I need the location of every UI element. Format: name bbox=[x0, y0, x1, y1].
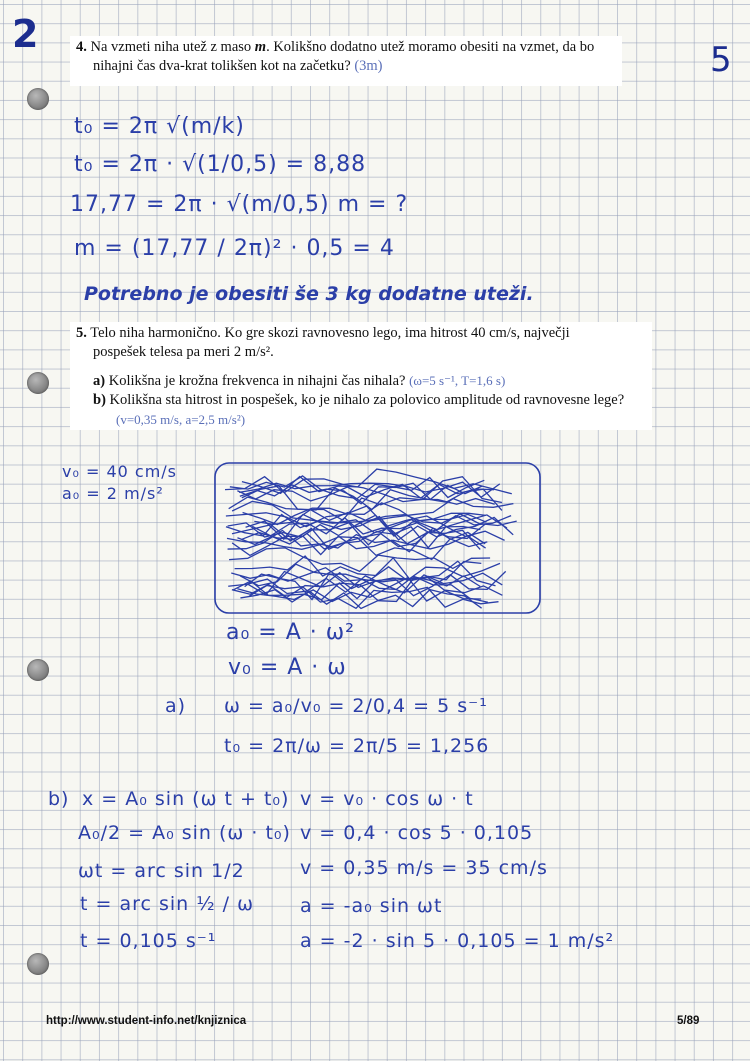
problem-4-text-1-rest: . Kolikšno dodatno utež moramo obesiti na vzmet, da bo bbox=[266, 39, 595, 55]
sol5-b-label: b) bbox=[48, 788, 70, 810]
scribble-stroke bbox=[240, 563, 500, 588]
page-number-right: 5 bbox=[710, 40, 732, 80]
mass-symbol: m bbox=[254, 39, 267, 55]
problem-5-text-2: pospešek telesa pa meri 2 m/s². bbox=[93, 344, 274, 360]
problem-4-answer-hint: (3m) bbox=[354, 58, 383, 74]
sol5-b-right-3: v = 0,35 m/s = 35 cm/s bbox=[300, 857, 548, 879]
sol5-a-omega: ω = a₀/v₀ = 2/0,4 = 5 s⁻¹ bbox=[224, 695, 488, 717]
sol5-b-right-1: v = v₀ · cos ω · t bbox=[300, 788, 474, 810]
footer-page: 5/89 bbox=[677, 1015, 700, 1027]
sol5-given-v: v₀ = 40 cm/s bbox=[62, 462, 178, 481]
page-number-left: 2 bbox=[12, 12, 39, 56]
problem-5-text-1: Telo niha harmonično. Ko gre skozi ravnovesno lego, ima hitrost 40 cm/s, največji bbox=[90, 325, 570, 341]
sol5-b-left-1: x = A₀ sin (ω t + t₀) bbox=[82, 788, 290, 810]
sol4-conclusion: Potrebno je obesiti še 3 kg dodatne uteži. bbox=[84, 283, 534, 305]
part-a-label: a) bbox=[93, 373, 106, 389]
sol5-b-right-2: v = 0,4 · cos 5 · 0,105 bbox=[300, 822, 534, 844]
problem-4-text-1: Na vzmeti niha utež z maso bbox=[90, 39, 252, 55]
part-a-text: Kolikšna je krožna frekvenca in nihajni čas nihala? bbox=[108, 373, 406, 389]
part-b-text: Kolikšna sta hitrost in pospešek, ko je nihalo za polovico amplitude od ravnovesne lege? bbox=[109, 392, 625, 408]
part-b-hint: (v=0,35 m/s, a=2,5 m/s²) bbox=[116, 412, 246, 427]
problem-4-number: 4. bbox=[76, 39, 87, 55]
sol5-given-a: a₀ = 2 m/s² bbox=[62, 484, 164, 503]
sol5-b-left-3: ωt = arc sin 1/2 bbox=[78, 860, 245, 882]
footer-url: http://www.student-info.net/knjiznica bbox=[46, 1015, 247, 1027]
sol5-eq1: a₀ = A · ω² bbox=[226, 620, 355, 645]
part-b-label: b) bbox=[93, 392, 106, 408]
sol5-b-right-5: a = -2 · sin 5 · 0,105 = 1 m/s² bbox=[300, 930, 615, 952]
sol5-a-period: t₀ = 2π/ω = 2π/5 = 1,256 bbox=[224, 735, 490, 757]
problem-5-number: 5. bbox=[76, 325, 87, 341]
part-a-hint: (ω=5 s⁻¹, T=1,6 s) bbox=[409, 373, 506, 388]
scribble-stroke bbox=[240, 590, 481, 609]
sol4-line-1: t₀ = 2π √(m/k) bbox=[74, 114, 245, 139]
sol5-b-left-2: A₀/2 = A₀ sin (ω · t₀) bbox=[78, 822, 291, 844]
sol5-a-label: a) bbox=[165, 695, 187, 717]
sol4-line-2: t₀ = 2π · √(1/0,5) = 8,88 bbox=[74, 152, 367, 177]
sol4-line-3: 17,77 = 2π · √(m/0,5) m = ? bbox=[70, 192, 409, 217]
sol4-line-4: m = (17,77 / 2π)² · 0,5 = 4 bbox=[74, 236, 395, 261]
sol5-b-left-5: t = 0,105 s⁻¹ bbox=[80, 930, 217, 952]
scribble-strokes bbox=[225, 469, 517, 608]
sol5-eq2: v₀ = A · ω bbox=[228, 655, 347, 680]
sol5-b-right-4: a = -a₀ sin ωt bbox=[300, 895, 443, 917]
sol5-b-left-4: t = arc sin ½ / ω bbox=[80, 893, 255, 915]
problem-4-text-2: nihajni čas dva-krat tolikšen kot na začetku? bbox=[93, 58, 351, 74]
